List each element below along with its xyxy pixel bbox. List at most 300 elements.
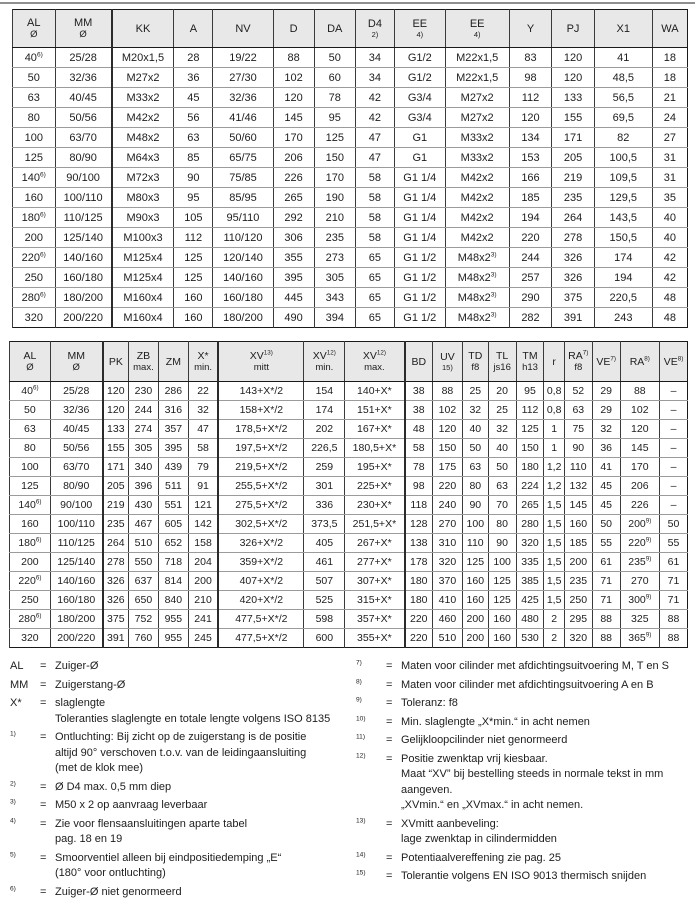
table-cell: 286 <box>158 382 188 401</box>
table-cell: 88 <box>592 629 620 648</box>
table-cell: 220 <box>405 610 433 629</box>
table-cell: M48x2$^{3)}$ <box>445 268 509 288</box>
table-cell: 760 <box>128 629 158 648</box>
footnote-label: 8) <box>356 677 362 685</box>
table-cell: – <box>660 496 688 515</box>
table-cell: 230 <box>128 382 158 401</box>
table-cell: 95/110 <box>213 208 273 228</box>
table-cell: 56,5 <box>594 88 652 108</box>
table-cell: 278 <box>552 228 595 248</box>
table-cell: 120 <box>552 68 595 88</box>
table-cell: 407+X*/2 <box>218 572 304 591</box>
header-cell: Y <box>509 10 552 48</box>
table-cell: 143+X*/2 <box>218 382 304 401</box>
footnote-line: XVmitt aanbeveling: <box>401 817 499 830</box>
header-cell: KK <box>112 10 174 48</box>
table-cell: 102 <box>620 401 659 420</box>
header-cell: VE$^{8)}$ <box>660 342 688 382</box>
table-cell: 200$^{9)}$ <box>620 515 659 534</box>
table-cell: 31 <box>652 148 687 168</box>
table-cell: 85 <box>174 148 213 168</box>
footnote-equals: = <box>386 851 393 864</box>
footnote-line: Zie voor flensaansluitingen aparte tabel <box>55 817 248 830</box>
table-cell: 110 <box>462 534 488 553</box>
table-cell: 0,8 <box>544 401 564 420</box>
table-cell: 90/100 <box>55 168 112 188</box>
footnote-label: 12) <box>356 751 366 759</box>
table-cell: 295 <box>564 610 592 629</box>
table-cell: 637 <box>128 572 158 591</box>
table-cell: 56 <box>174 108 213 128</box>
table-row <box>13 228 688 248</box>
footnote-text <box>55 730 348 777</box>
table-cell: 112 <box>174 228 213 248</box>
table-cell: 95 <box>174 188 213 208</box>
table-cell: 55 <box>660 534 688 553</box>
footnote-label: 13) <box>356 816 366 824</box>
footnotes-right-column <box>348 659 695 903</box>
table-cell: 461 <box>304 553 345 572</box>
table-cell: 140/160 <box>50 572 102 591</box>
table-cell: 125 <box>488 591 516 610</box>
table-cell: 365$^{9)}$ <box>620 629 659 648</box>
table-cell: 180$^{6)}$ <box>10 534 51 553</box>
table-cell: 110 <box>564 458 592 477</box>
table-cell: 29 <box>592 382 620 401</box>
table-cell: 250 <box>564 591 592 610</box>
table-cell: 41 <box>594 48 652 68</box>
footnote-label: 6) <box>10 884 16 892</box>
table-cell: 110/120 <box>213 228 273 248</box>
table-cell: 36 <box>592 439 620 458</box>
table-cell: M27x2 <box>445 88 509 108</box>
header-cell: D <box>273 10 314 48</box>
table-cell: 310 <box>432 534 462 553</box>
table-cell: 200/220 <box>55 308 112 328</box>
table-cell: G1 1/4 <box>394 188 445 208</box>
table-cell: 718 <box>158 553 188 572</box>
table-cell: M20x1,5 <box>112 48 174 68</box>
table-cell: 36 <box>174 68 213 88</box>
table-cell: 48 <box>652 308 687 328</box>
table-cell: 391 <box>103 629 129 648</box>
table-cell: M27x2 <box>112 68 174 88</box>
table-cell: 42 <box>355 108 394 128</box>
table-cell: M48x2 <box>112 128 174 148</box>
table-cell: 47 <box>355 148 394 168</box>
footnote-line: (180° voor ontluchting) <box>55 867 166 879</box>
table-cell: 48 <box>652 288 687 308</box>
table-cell: 226,5 <box>304 439 345 458</box>
table-cell: 170 <box>620 458 659 477</box>
header-cell: NV <box>213 10 273 48</box>
table-cell: 320 <box>516 534 544 553</box>
footnotes-section <box>10 659 695 903</box>
dimensions-table-1 <box>12 9 688 328</box>
footnote-label: 5) <box>10 850 16 858</box>
footnote-line: slaglengte <box>55 697 106 709</box>
table-cell: 160/180 <box>55 268 112 288</box>
table-cell: 244 <box>128 401 158 420</box>
table-cell: 326 <box>552 268 595 288</box>
table-cell: 171 <box>103 458 129 477</box>
table-cell: 340 <box>128 458 158 477</box>
footnote-item <box>356 851 695 867</box>
table-cell: 160/180 <box>50 591 102 610</box>
table-cell: 200/220 <box>50 629 102 648</box>
table-cell: G3/4 <box>394 88 445 108</box>
table-cell: 154 <box>304 382 345 401</box>
table-cell: 25/28 <box>55 48 112 68</box>
footnote-equals: = <box>40 697 47 709</box>
table-cell: 88 <box>660 629 688 648</box>
table-cell: 63 <box>564 401 592 420</box>
table-cell: 306 <box>273 228 314 248</box>
footnote-label: 7) <box>356 659 362 667</box>
table-cell: 83 <box>509 48 552 68</box>
table-cell: 2 <box>544 629 564 648</box>
table-cell: G1 1/4 <box>394 168 445 188</box>
table-cell: 29 <box>592 401 620 420</box>
footnote-item <box>356 817 695 848</box>
table-cell: 133 <box>103 420 129 439</box>
table-cell: 219 <box>103 496 129 515</box>
table-cell: 174 <box>594 248 652 268</box>
table-cell: 22 <box>188 382 218 401</box>
table-cell: 38 <box>405 382 433 401</box>
table-cell: – <box>660 439 688 458</box>
table-cell: 439 <box>158 458 188 477</box>
header-cell: EE 4) <box>445 10 509 48</box>
table-cell: 143,5 <box>594 208 652 228</box>
table-cell: 200 <box>188 572 218 591</box>
footnote-line: Zuiger-Ø <box>55 660 99 672</box>
header-cell: RA$^{8)}$ <box>620 342 659 382</box>
table-cell: 90/100 <box>50 496 102 515</box>
footnote-label: 15) <box>356 869 366 877</box>
table-cell: 32 <box>592 420 620 439</box>
footnote-equals: = <box>40 817 47 830</box>
table-cell: 200 <box>462 610 488 629</box>
footnote-equals: = <box>40 678 47 691</box>
footnote-label: 11) <box>356 733 366 741</box>
table-cell: 50 <box>660 515 688 534</box>
header-cell: AL Ø <box>13 10 56 48</box>
table-cell: 100 <box>462 515 488 534</box>
table-cell: 320 <box>432 553 462 572</box>
table-cell: 255,5+X*/2 <box>218 477 304 496</box>
table-cell: 47 <box>355 128 394 148</box>
footnote-item <box>356 696 695 712</box>
table-cell: 125 <box>174 248 213 268</box>
table-cell: 220$^{6)}$ <box>13 248 56 268</box>
table-cell: 243 <box>594 308 652 328</box>
footnote-item <box>356 869 695 885</box>
table-cell: 200 <box>462 629 488 648</box>
table-cell: 160 <box>462 572 488 591</box>
header-cell: VE$^{7)}$ <box>592 342 620 382</box>
table-cell: 420+X*/2 <box>218 591 304 610</box>
table-cell: 80/90 <box>55 148 112 168</box>
table-row <box>10 496 688 515</box>
table-cell: 244 <box>509 248 552 268</box>
footnote-label: 10) <box>356 714 366 722</box>
table-cell: 1,5 <box>544 515 564 534</box>
table-cell: 219 <box>552 168 595 188</box>
table-cell: 38 <box>405 401 433 420</box>
table-cell: 396 <box>128 477 158 496</box>
table-row <box>10 553 688 572</box>
table-cell: M160x4 <box>112 288 174 308</box>
table-cell: 125/140 <box>55 228 112 248</box>
table-cell: 100,5 <box>594 148 652 168</box>
table-cell: 1 <box>544 420 564 439</box>
table-row <box>10 420 688 439</box>
table-cell: 42 <box>652 268 687 288</box>
table-cell: 235 <box>552 188 595 208</box>
table-cell: 27 <box>652 128 687 148</box>
footnote-text <box>55 798 348 814</box>
table-cell: M22x1,5 <box>445 48 509 68</box>
table-cell: 265 <box>516 496 544 515</box>
table-cell: G1 1/2 <box>394 248 445 268</box>
table-cell: 395 <box>158 439 188 458</box>
table-cell: – <box>660 420 688 439</box>
table-cell: 120 <box>103 401 129 420</box>
table-cell: 98 <box>509 68 552 88</box>
footnote-label: MM <box>10 678 29 691</box>
table-cell: 550 <box>128 553 158 572</box>
table-cell: 259 <box>304 458 345 477</box>
table-cell: 71 <box>592 591 620 610</box>
table-cell: M42x2 <box>445 168 509 188</box>
table-cell: 375 <box>103 610 129 629</box>
footnote-line: Tolerantie volgens EN ISO 9013 thermisch snijden <box>401 870 647 882</box>
table-cell: 120 <box>103 382 129 401</box>
footnote-equals: = <box>386 697 393 709</box>
table-cell: 477,5+X*/2 <box>218 610 304 629</box>
table-cell: 88 <box>620 382 659 401</box>
table-cell: 140$^{6)}$ <box>13 168 56 188</box>
table-cell: 48,5 <box>594 68 652 88</box>
table-cell: 75 <box>564 420 592 439</box>
table-cell: 85/95 <box>213 188 273 208</box>
table-cell: 180/200 <box>50 610 102 629</box>
footnote-label: 9) <box>356 696 362 704</box>
footnote-line: Ø D4 max. 0,5 mm diep <box>55 780 172 793</box>
table-cell: 110/125 <box>50 534 102 553</box>
table-cell: 110/125 <box>55 208 112 228</box>
table-cell: 180$^{6)}$ <box>13 208 56 228</box>
table-cell: 225+X* <box>345 477 405 496</box>
table-cell: 69,5 <box>594 108 652 128</box>
table-cell: M42x2 <box>112 108 174 128</box>
footnote-line: Toleranz: f8 <box>401 697 458 709</box>
table-cell: 205 <box>552 148 595 168</box>
header-cell: UV 15) <box>432 342 462 382</box>
footnote-equals: = <box>40 885 47 898</box>
table-cell: 63/70 <box>55 128 112 148</box>
table-cell: 71 <box>592 572 620 591</box>
table-cell: – <box>660 458 688 477</box>
table-cell: 326 <box>103 572 129 591</box>
table-cell: 78 <box>405 458 433 477</box>
table-cell: 171 <box>552 128 595 148</box>
table-cell: 175 <box>432 458 462 477</box>
footnote-equals: = <box>386 870 393 882</box>
footnote-equals: = <box>386 678 393 691</box>
table-cell: 129,5 <box>594 188 652 208</box>
footnote-line: Maten voor cilinder met afdichtingsuitvoering A en B <box>401 678 654 691</box>
footnote-line: Smoorventiel alleen bij eindpositiedemping „E“ <box>55 851 282 864</box>
table-cell: 326 <box>552 248 595 268</box>
table-cell: 511 <box>158 477 188 496</box>
table-cell: 90 <box>564 439 592 458</box>
table-cell: 206 <box>620 477 659 496</box>
footnote-item <box>356 733 695 749</box>
table-cell: 280$^{6)}$ <box>10 610 51 629</box>
table-cell: 40/45 <box>50 420 102 439</box>
footnote-line: „XVmin.“ en „XVmax.“ in acht nemen. <box>401 799 584 811</box>
table-row <box>10 458 688 477</box>
footnote-label: AL <box>10 660 24 672</box>
table-cell: 121 <box>188 496 218 515</box>
table-cell: 460 <box>432 610 462 629</box>
footnote-equals: = <box>386 734 393 746</box>
table-cell: 125 <box>516 420 544 439</box>
table-cell: 125 <box>10 477 51 496</box>
footnote-equals: = <box>386 715 393 728</box>
table-cell: 132 <box>564 477 592 496</box>
table-cell: 278 <box>103 553 129 572</box>
table-cell: 955 <box>158 610 188 629</box>
table-cell: 320 <box>564 629 592 648</box>
table-cell: 100 <box>13 128 56 148</box>
table-cell: 50/56 <box>50 439 102 458</box>
table-cell: 264 <box>552 208 595 228</box>
table-cell: 180 <box>516 458 544 477</box>
table-cell: 220,5 <box>594 288 652 308</box>
table-cell: 160 <box>13 188 56 208</box>
table-cell: 180 <box>405 572 433 591</box>
table-cell: M42x2 <box>445 188 509 208</box>
table-cell: 251,5+X* <box>345 515 405 534</box>
table-cell: 145 <box>564 496 592 515</box>
footnote-item <box>10 678 348 694</box>
table-cell: 160 <box>174 308 213 328</box>
table-cell: 200 <box>10 553 51 572</box>
table-cell: 194 <box>509 208 552 228</box>
table-cell: 58 <box>355 168 394 188</box>
table-cell: 197,5+X*/2 <box>218 439 304 458</box>
table-cell: 955 <box>158 629 188 648</box>
table-cell: 235$^{9)}$ <box>620 553 659 572</box>
table-cell: G1 1/2 <box>394 308 445 328</box>
footnote-equals: = <box>40 660 47 672</box>
table-cell: 480 <box>516 610 544 629</box>
table-cell: 355+X* <box>345 629 405 648</box>
table-cell: 235 <box>103 515 129 534</box>
header-cell: DA <box>314 10 355 48</box>
table-cell: 50 <box>592 515 620 534</box>
header-cell: RA$^{7)}$ f8 <box>564 342 592 382</box>
table-cell: 245 <box>188 629 218 648</box>
table-cell: M80x3 <box>112 188 174 208</box>
table-cell: M100x3 <box>112 228 174 248</box>
footnote-item <box>356 715 695 731</box>
table-cell: G3/4 <box>394 108 445 128</box>
table-cell: 220 <box>509 228 552 248</box>
footnote-line: Toleranties slaglengte en totale lengte volgens ISO 8135 <box>55 712 331 725</box>
table-cell: 109,5 <box>594 168 652 188</box>
footnote-equals: = <box>386 817 393 830</box>
table-cell: 200 <box>564 553 592 572</box>
table-cell: 112 <box>509 88 552 108</box>
table-cell: 1,5 <box>544 591 564 610</box>
header-cell: BD <box>405 342 433 382</box>
table-cell: 65 <box>355 308 394 328</box>
table-cell: 220$^{6)}$ <box>10 572 51 591</box>
table-cell: 359+X*/2 <box>218 553 304 572</box>
table-cell: 226 <box>620 496 659 515</box>
table-cell: 40 <box>652 208 687 228</box>
header-row <box>10 342 688 382</box>
table-cell: 80 <box>488 515 516 534</box>
table-cell: 80 <box>462 477 488 496</box>
footnote-equals: = <box>40 851 47 864</box>
table-cell: 50/60 <box>213 128 273 148</box>
table-cell: 61 <box>660 553 688 572</box>
table-cell: 240 <box>432 496 462 515</box>
table-cell: 140/160 <box>213 268 273 288</box>
table-cell: 195+X* <box>345 458 405 477</box>
footnote-line: altijd 90° verschoven t.o.v. van de leidingaansluiting <box>55 746 307 759</box>
table-cell: 32/36 <box>213 88 273 108</box>
table-cell: 19/22 <box>213 48 273 68</box>
table-row <box>10 382 688 401</box>
table-cell: 65 <box>355 248 394 268</box>
table-cell: 120 <box>273 88 314 108</box>
table-cell: 125 <box>462 553 488 572</box>
table-cell: M42x2 <box>445 228 509 248</box>
footnote-line: Zuiger-Ø niet genormeerd <box>55 885 182 898</box>
table-cell: 100/110 <box>50 515 102 534</box>
table-cell: 40 <box>462 420 488 439</box>
header-cell: TD f8 <box>462 342 488 382</box>
table-cell: 40$^{6)}$ <box>10 382 51 401</box>
table-cell: G1 1/4 <box>394 228 445 248</box>
table-cell: 102 <box>273 68 314 88</box>
table-cell: 270 <box>432 515 462 534</box>
header-row <box>13 10 688 48</box>
table-cell: 40 <box>652 228 687 248</box>
table-cell: M64x3 <box>112 148 174 168</box>
footnote-item <box>356 659 695 675</box>
table-row <box>13 288 688 308</box>
top-divider <box>0 2 695 4</box>
header-cell: PK <box>103 342 129 382</box>
table-cell: 45 <box>592 496 620 515</box>
header-cell: r <box>544 342 564 382</box>
footnote-item <box>10 817 348 848</box>
table-cell: 40 <box>488 439 516 458</box>
table-cell: 52 <box>564 382 592 401</box>
table-cell: 18 <box>652 48 687 68</box>
table-cell: 63 <box>13 88 56 108</box>
table-cell: 840 <box>158 591 188 610</box>
footnote-item <box>10 780 348 796</box>
table-cell: 202 <box>304 420 345 439</box>
